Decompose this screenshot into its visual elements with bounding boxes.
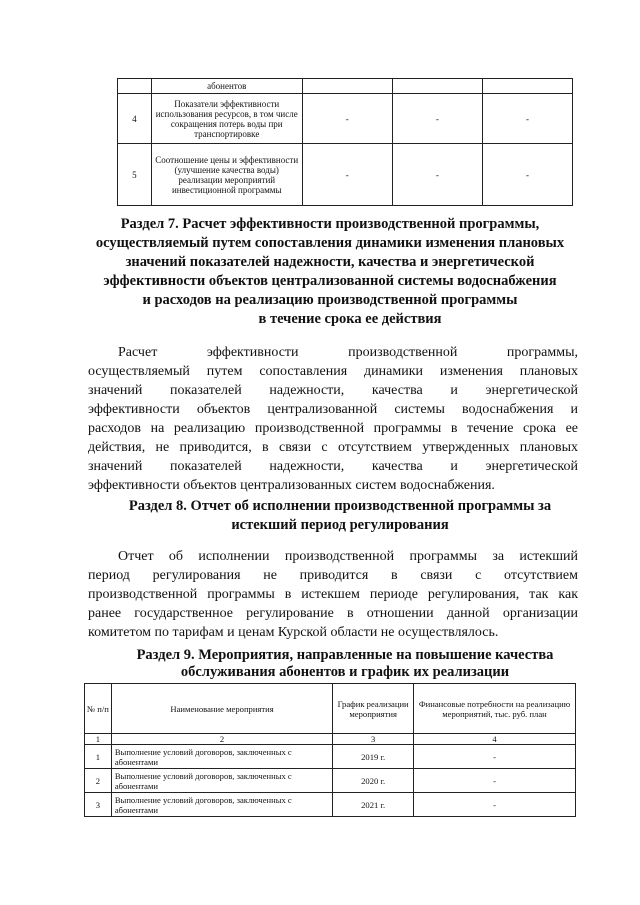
- row-name: Выполнение условий договоров, заключенных с абонентами: [111, 769, 332, 793]
- table-row: [118, 79, 573, 94]
- measures-table: [84, 683, 576, 817]
- row-value: -: [482, 144, 572, 206]
- table-row: [118, 94, 573, 144]
- row-value: -: [302, 94, 392, 144]
- row-number: 2: [85, 769, 112, 793]
- column-number: 1: [85, 734, 112, 745]
- table-row: [85, 769, 576, 793]
- row-finance: -: [414, 769, 576, 793]
- table-row: [118, 144, 573, 206]
- column-number: 4: [414, 734, 576, 745]
- indicators-table: [117, 78, 573, 206]
- header-finance: Финансовые потребности на реализацию мероприятий, тыс. руб. план: [414, 684, 576, 734]
- row-name: Выполнение условий договоров, заключенных с абонентами: [111, 793, 332, 817]
- row-name: Соотношение цены и эффективности (улучшение качества воды) реализации мероприятий инвестиционной программы: [151, 144, 302, 206]
- row-number: 5: [118, 144, 152, 206]
- section8-heading: Раздел 8. Отчет об исполнении производственной программы за истекший период регулирования: [128, 498, 552, 533]
- section8-paragraph: Отчет об исполнении производственной программы за истекший период регулирования не приводится в связи с отсутствием производственной программы в истекшем периоде регулирования, так как ранее государственное регулирование в отношении данной организации комитетом по тарифам и ценам Курской области не осуществлялось.: [88, 549, 578, 640]
- section9-heading: Раздел 9. Мероприятия, направленные на повышение качества обслуживания абонентов и график их реализации: [136, 647, 554, 680]
- row-number: 1: [85, 745, 112, 769]
- row-value: [392, 79, 482, 94]
- row-year: 2020 г.: [333, 769, 414, 793]
- section7-paragraph: Расчет эффективности производственной программы, осуществляемый путем сопоставления динамики изменения плановых значений показателей надежности, качества и энергетической эффективности объектов централизованной системы водоснабжения и расходов на реализацию производственной программы в течение срока ее действия, не приводится, в связи с отсутствием утвержденных плановых значений показателей надежности, качества и энергетической эффективности объектов централизованных систем водоснабжения.: [88, 345, 578, 493]
- row-number: 3: [85, 793, 112, 817]
- row-value: -: [392, 144, 482, 206]
- row-year: 2021 г.: [333, 793, 414, 817]
- header-num: № п/п: [85, 684, 112, 734]
- row-name: Выполнение условий договоров, заключенных с абонентами: [111, 745, 332, 769]
- row-value: -: [392, 94, 482, 144]
- row-finance: -: [414, 745, 576, 769]
- table-row: [85, 793, 576, 817]
- row-number: 4: [118, 94, 152, 144]
- header-schedule: График реализации мероприятия: [333, 684, 414, 734]
- row-name: Показатели эффективности использования ресурсов, в том числе сокращения потерь воды при транспортировке: [151, 94, 302, 144]
- column-number: 2: [111, 734, 332, 745]
- table-header-row: [85, 684, 576, 734]
- row-value: [482, 79, 572, 94]
- section7-heading: Раздел 7. Расчет эффективности производственной программы, осуществляемый путем сопоставления динамики изменения плановых значений показателей надежности, качества и энергетической эффективности объектов централизованной системы водоснабжения и расходов на реализацию производственной программы в течение срока ее действия: [95, 216, 565, 327]
- row-number: [118, 79, 152, 94]
- row-value: [302, 79, 392, 94]
- column-number: 3: [333, 734, 414, 745]
- row-value: -: [302, 144, 392, 206]
- column-numbers-row: [85, 734, 576, 745]
- row-finance: -: [414, 793, 576, 817]
- table-row: [85, 745, 576, 769]
- row-name: абонентов: [151, 79, 302, 94]
- header-name: Наименование мероприятия: [111, 684, 332, 734]
- row-value: -: [482, 94, 572, 144]
- row-year: 2019 г.: [333, 745, 414, 769]
